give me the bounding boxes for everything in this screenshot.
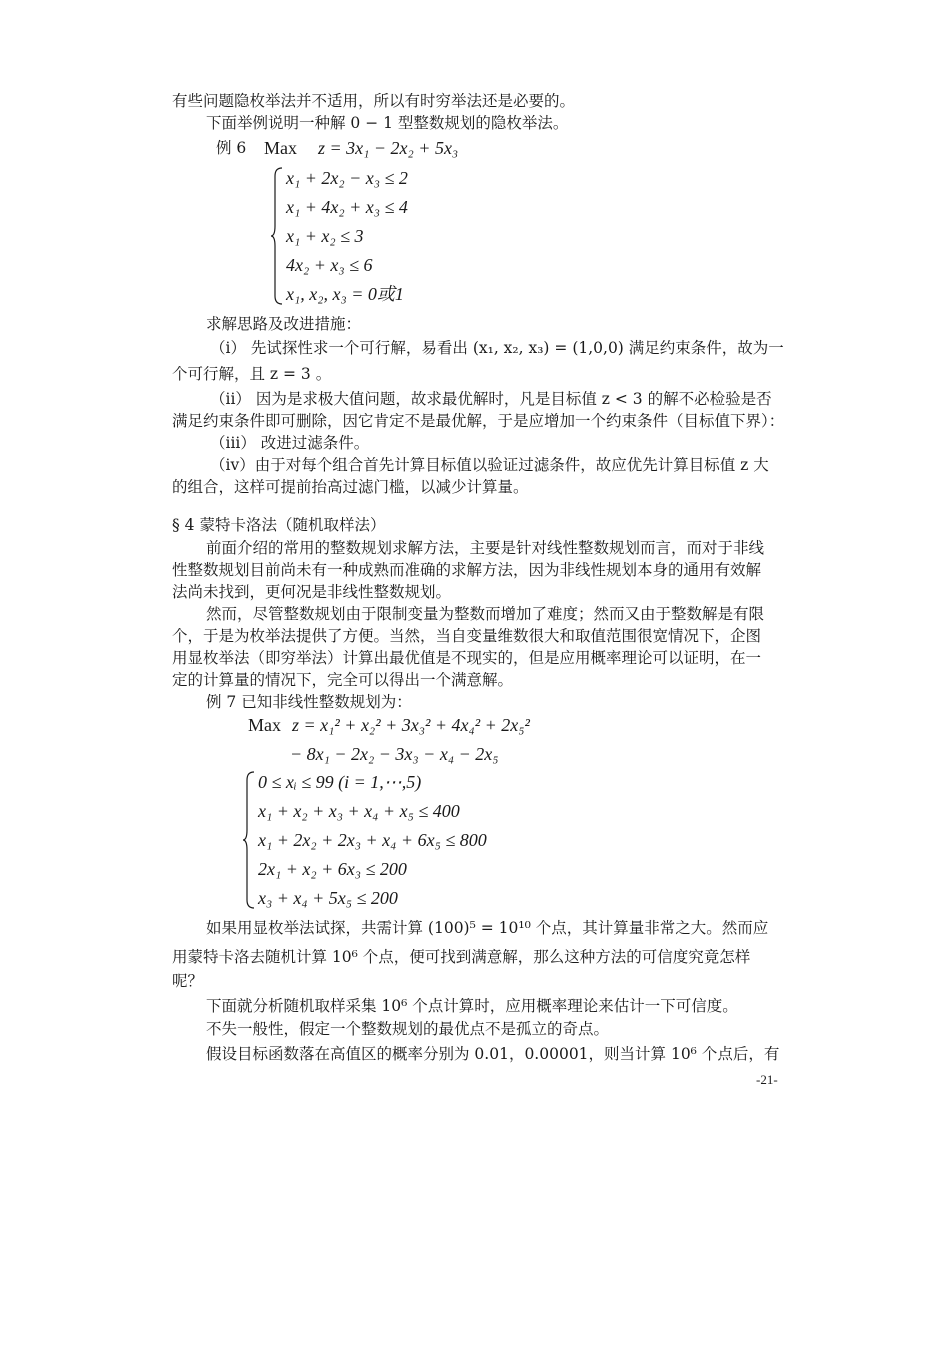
step-4-line: 的组合，这样可提前抬高过滤门槛，以减少计算量。	[172, 478, 529, 496]
paragraph-line: 用显枚举法（即穷举法）计算出最优值是不现实的，但是应用概率理论可以证明，在一	[172, 649, 762, 667]
example-7-label: 例 7 已知非线性整数规划为：	[206, 693, 412, 711]
paragraph-line: 用蒙特卡洛去随机计算 10⁶ 个点，便可找到满意解，那么这种方法的可信度究竟怎样	[172, 948, 751, 966]
example-6-constraint-5: x₁, x₂, x₃ = 0或1	[286, 284, 404, 304]
step-4-line: （iv）由于对每个组合首先计算目标值以验证过滤条件，故应优先计算目标值 z 大	[210, 456, 769, 474]
example-6-objective: z = 3x₁ − 2x₂ + 5x₃	[318, 138, 459, 158]
step-3-line: （iii） 改进过滤条件。	[210, 434, 370, 452]
paragraph-line: 然而，尽管整数规划由于限制变量为整数而增加了难度；然而又由于整数解是有限	[206, 605, 765, 623]
example-7-objective-line-1: z = x₁² + x₂² + 3x₃² + 4x₄² + 2x₅²	[292, 715, 530, 735]
step-2-line: 满足约束条件即可删除，因它肯定不是最优解，于是应增加一个约束条件（目标值下界）：	[172, 412, 785, 430]
example-7-constraint-2: x₁ + x₂ + x₃ + x₄ + x₅ ≤ 400	[258, 801, 460, 821]
example-6-constraint-2: x₁ + 4x₂ + x₃ ≤ 4	[286, 197, 408, 217]
example-7-constraint-1: 0 ≤ xᵢ ≤ 99 (i = 1,⋯,5)	[258, 772, 422, 792]
example-7-constraint-3: x₁ + 2x₂ + 2x₃ + x₄ + 6x₅ ≤ 800	[258, 830, 487, 850]
paragraph-line: 下面就分析随机取样采集 10⁶ 个点计算时，应用概率理论来估计一下可信度。	[206, 997, 738, 1015]
paragraph-line: 假设目标函数落在高值区的概率分别为 0.01，0.00001，则当计算 10⁶ 个点后，有	[206, 1045, 780, 1063]
example-7-max: Max	[248, 715, 281, 735]
paragraph-line: 定的计算量的情况下，完全可以得出一个满意解。	[172, 671, 514, 689]
page-number: -21-	[756, 1072, 778, 1087]
example-6-brace	[270, 166, 286, 306]
paragraph-line: 性整数规划目前尚未有一种成熟而准确的求解方法，因为非线性规划本身的通用有效解	[172, 561, 762, 579]
paragraph-line: 前面介绍的常用的整数规划求解方法，主要是针对线性整数规划而言，而对于非线	[206, 539, 765, 557]
step-2-line: （ii） 因为是求极大值问题，故求最优解时，凡是目标值 z < 3 的解不必检验是否	[210, 390, 772, 408]
example-7-constraint-5: x₃ + x₄ + 5x₅ ≤ 200	[258, 888, 398, 908]
example-7-brace	[242, 770, 258, 910]
paragraph-line: 有些问题隐枚举法并不适用，所以有时穷举法还是必要的。	[172, 92, 576, 110]
steps-title: 求解思路及改进措施：	[206, 315, 362, 333]
step-1-line: 个可行解，且 z = 3 。	[172, 365, 332, 383]
paragraph-line: 如果用显枚举法试探，共需计算 (100)⁵ = 10¹⁰ 个点，其计算量非常之大。然而应	[206, 919, 769, 937]
section-heading: § 4 蒙特卡洛法（随机取样法）	[172, 516, 386, 534]
step-1-line: （i） 先试探性求一个可行解，易看出 (x₁, x₂, x₃) = (1,0,0) 满足约束条件，故为一	[210, 339, 784, 357]
example-6-label: 例 6	[216, 139, 247, 157]
example-7-objective-line-2: − 8x₁ − 2x₂ − 3x₃ − x₄ − 2x₅	[290, 744, 499, 764]
example-6-constraint-1: x₁ + 2x₂ − x₃ ≤ 2	[286, 168, 408, 188]
paragraph-line: 下面举例说明一种解 0 − 1 型整数规划的隐枚举法。	[206, 114, 569, 132]
example-6-constraint-3: x₁ + x₂ ≤ 3	[286, 226, 364, 246]
example-6-constraint-4: 4x₂ + x₃ ≤ 6	[286, 255, 373, 275]
paragraph-line: 呢？	[172, 972, 204, 990]
paragraph-line: 法尚未找到，更何况是非线性整数规划。	[172, 583, 452, 601]
paragraph-line: 个，于是为枚举法提供了方便。当然，当自变量维数很大和取值范围很宽情况下，企图	[172, 627, 762, 645]
example-7-constraint-4: 2x₁ + x₂ + 6x₃ ≤ 200	[258, 859, 407, 879]
paragraph-line: 不失一般性，假定一个整数规划的最优点不是孤立的奇点。	[206, 1020, 610, 1038]
example-6-max: Max	[264, 138, 297, 158]
